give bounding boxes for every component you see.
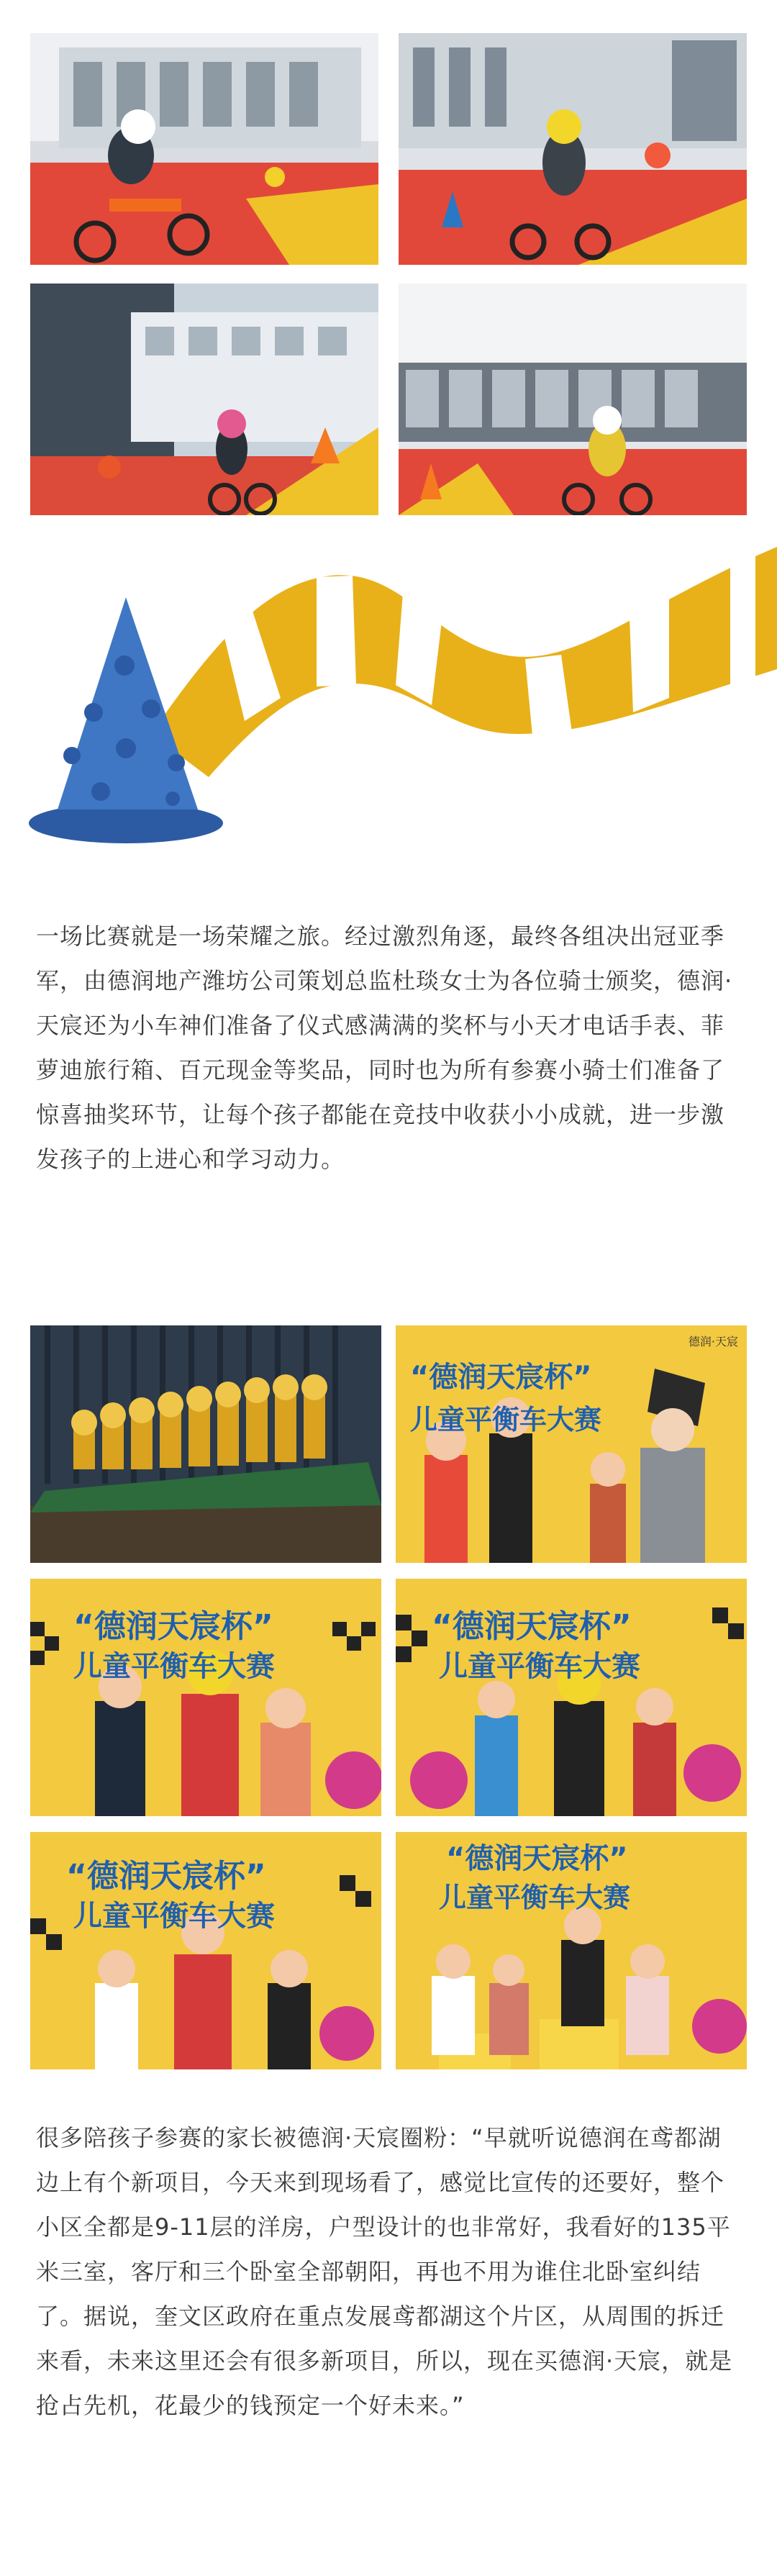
award-photo-2 xyxy=(30,1579,381,1816)
award-banner-subtitle: 儿童平衡车大赛 xyxy=(410,1404,602,1436)
award-photo-1 xyxy=(396,1325,747,1563)
award-banner-subtitle: 儿童平衡车大赛 xyxy=(439,1882,631,1913)
award-banner-title: “德润天宸杯” xyxy=(410,1361,592,1394)
award-banner-title: “德润天宸杯” xyxy=(446,1842,628,1875)
race-photo-4 xyxy=(399,284,747,515)
race-photo-1 xyxy=(30,33,378,265)
award-photo-4 xyxy=(30,1832,381,2069)
award-banner-subtitle: 儿童平衡车大赛 xyxy=(73,1900,275,1933)
brand-logo-text: 德润·天宸 xyxy=(688,1335,738,1348)
award-banner-subtitle: 儿童平衡车大赛 xyxy=(73,1650,275,1683)
trophy-table-photo xyxy=(30,1325,381,1563)
award-banner-title: “德润天宸杯” xyxy=(66,1858,266,1895)
race-photo-3 xyxy=(30,284,378,515)
race-photo-2 xyxy=(399,33,747,265)
article-paragraph-1: 一场比赛就是一场荣耀之旅。经过激烈角逐，最终各组决出冠亚季军，由德润地产潍坊公司策划总监杜琰女士为各位骑士颁奖，德润·天宸还为小车神们准备了仪式感满满的奖杯与小天才电话手表、菲萝迪旅行箱、百元现金等奖品，同时也为所有参赛小骑士们准备了惊喜抽奖环节，让每个孩子都能在竞技中收获小小成就，进一步激发孩子的上进心和学习动力。 xyxy=(36,922,733,1173)
award-banner-title: “德润天宸杯” xyxy=(432,1608,632,1645)
article-paragraph-2: 很多陪孩子参赛的家长被德润·天宸圈粉：“早就听说德润在鸢都湖边上有个新项目，今天来到现场看了，感觉比宣传的还要好，整个小区全都是9-11层的洋房，户型设计的也非常好，我看好的135平米三室，客厅和三个卧室全部朝阳，再也不用为谁住北卧室纠结了。据说，奎文区政府在重点发展鸢都湖这个片区，从周围的拆迁来看，未来这里还会有很多新项目，所以，现在买德润·天宸，就是抢占先机，花最少的钱预定一个好未来。” xyxy=(36,2124,733,2419)
award-photo-5 xyxy=(396,1832,747,2069)
award-photo-3 xyxy=(396,1579,747,1816)
party-hat-ribbon-decoration xyxy=(29,518,777,849)
award-banner-subtitle: 儿童平衡车大赛 xyxy=(439,1650,640,1683)
award-banner-title: “德润天宸杯” xyxy=(73,1608,273,1645)
